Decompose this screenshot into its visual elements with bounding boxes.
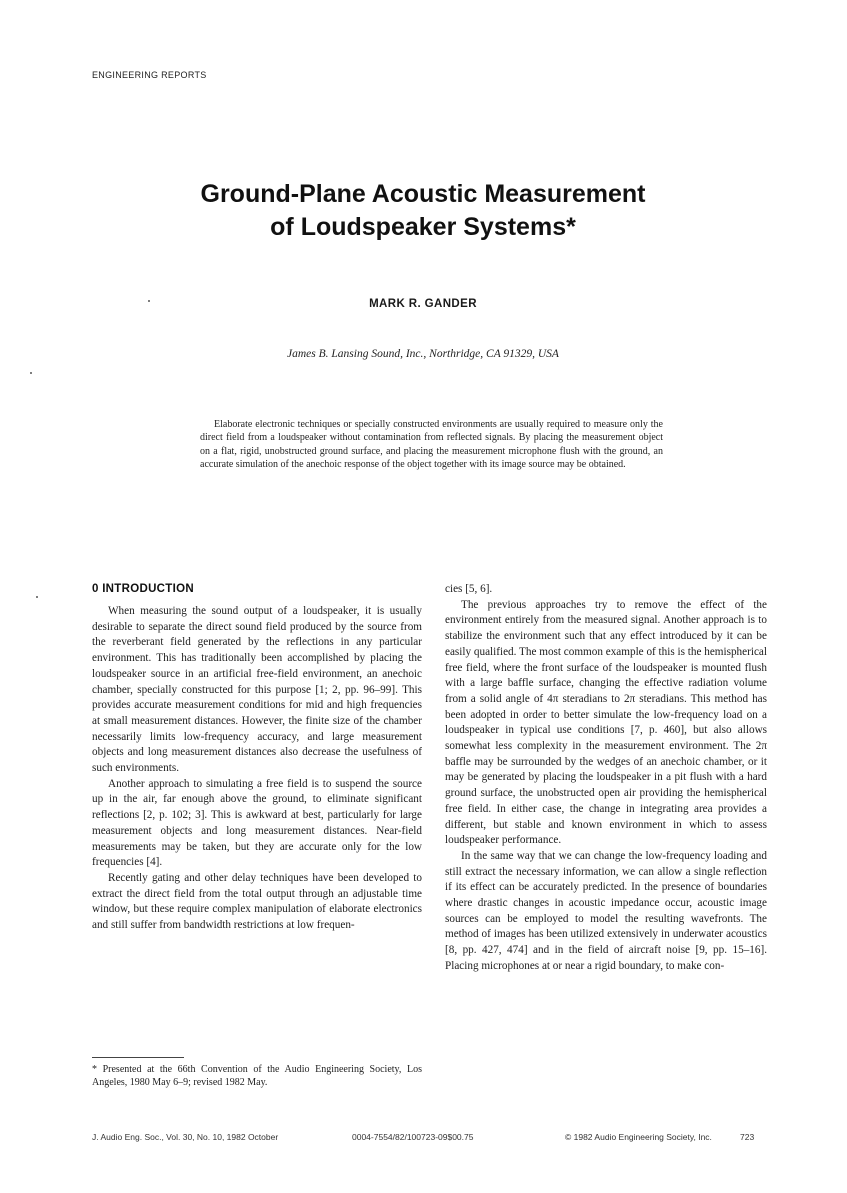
left-column (92, 582, 422, 934)
scan-speck (36, 596, 38, 598)
abstract: Elaborate electronic techniques or specially constructed environments are usually required to measure only the direct field from a loudspeaker without contamination from reflected signals. By placing the measurement object on a flat, rigid, unobstructed ground surface, and placing the measurement microphone flush with the ground, an accurate simulation of the anechoic response of the object together with its image source may be obtained. (200, 419, 663, 471)
intro-paragraph-4: The previous approaches try to remove the effect of the environment entirely from the measured signal. Another approach is to stabilize the environment such that any effect introduced by it can be easily qualified. The most common example of this is the hemispherical free field, where the front surface of the loudspeaker is mounted flush with a large baffle surface, changing the effective radiation volume from a solid angle of 4π steradians to 2π steradians. This method has been adopted in order to better simulate the low-frequency load on a loudspeaker in typical use conditions [7, p. 460], but also allows somewhat less complexity in the measurement environment. The 2π baffle may be surrounded by the wedges of an anechoic chamber, or it may be generated by placing the loudspeaker in a pit flush with a hard ground surface, the unobstructed open air providing the hemispherical free field. In either case, the change in integrating area provides a different, but stable and known environment in which to assess loudspeaker performance. (445, 598, 767, 847)
author-affiliation: James B. Lansing Sound, Inc., Northridge, CA 91329, USA (287, 348, 559, 360)
intro-paragraph-5: In the same way that we can change the low-frequency loading and still extract the necessary information, we can allow a single reflection if its effect can be accurately predicted. In the presence of boundaries where drastic changes in acoustic impedance occur, acoustic image sources can be employed to model the resulting wavefronts. The method of images has been utilized extensively in underwater acoustics [8, pp. 427, 474] and in the field of aircraft noise [9, pp. 15–16]. Placing microphones at or near a rigid boundary, to make con- (445, 849, 767, 972)
footer-journal: J. Audio Eng. Soc., Vol. 30, No. 10, 1982 October (92, 1132, 279, 1142)
paper-title (150, 178, 696, 244)
scan-speck (30, 372, 32, 374)
intro-paragraph-1: When measuring the sound output of a loudspeaker, it is usually desirable to separate the direct sound field produced by the source from the reverberant field generated by the reflections in any particular environment. This has traditionally been accomplished by placing the loudspeaker source in an artificial free-field environment, an anechoic chamber, specially constructed for this purpose [1; 2, pp. 96–99]. This provides accurate measurement conditions for mid and high frequencies at small measurement distances. However, the finite size of the chamber necessarily limits low-frequency accuracy, and large measurement objects and long measurement distances also decrease the usefulness of such environments. (92, 605, 422, 775)
right-column (445, 582, 767, 975)
footer-page-number: 723 (740, 1132, 755, 1142)
footer-article-code: 0004-7554/82/100723-09$00.75 (352, 1132, 474, 1142)
footer-copyright: © 1982 Audio Engineering Society, Inc. (565, 1132, 712, 1142)
footnote: * Presented at the 66th Convention of the Audio Engineering Society, Los Angeles, 1980 May 6–9; revised 1982 May. (92, 1064, 422, 1088)
author-name: MARK R. GANDER (369, 298, 477, 310)
intro-paragraph-2: Another approach to simulating a free field is to suspend the source up in the air, far enough above the ground, to eliminate significant reflections [2, p. 102; 3]. This is awkward at best, particularly for large measurement objects and long measurement distances. Near-field measurements may be taken, but they are accurate only for the low frequencies [4]. (92, 777, 422, 869)
running-head: ENGINEERING REPORTS (92, 70, 207, 80)
title-line-2: of Loudspeaker Systems* (270, 213, 576, 241)
continued-paragraph: cies [5, 6]. (445, 583, 493, 595)
footnote-rule (92, 1057, 184, 1058)
section-heading: 0 INTRODUCTION (92, 583, 194, 595)
scan-speck (148, 300, 150, 302)
title-line-1: Ground-Plane Acoustic Measurement (200, 180, 646, 208)
intro-paragraph-3: Recently gating and other delay techniques have been developed to extract the direct field from the total output through an adjustable time window, but these require complex manipulation of elaborate electronics and still suffer from bandwidth restrictions at low frequen- (92, 871, 422, 932)
